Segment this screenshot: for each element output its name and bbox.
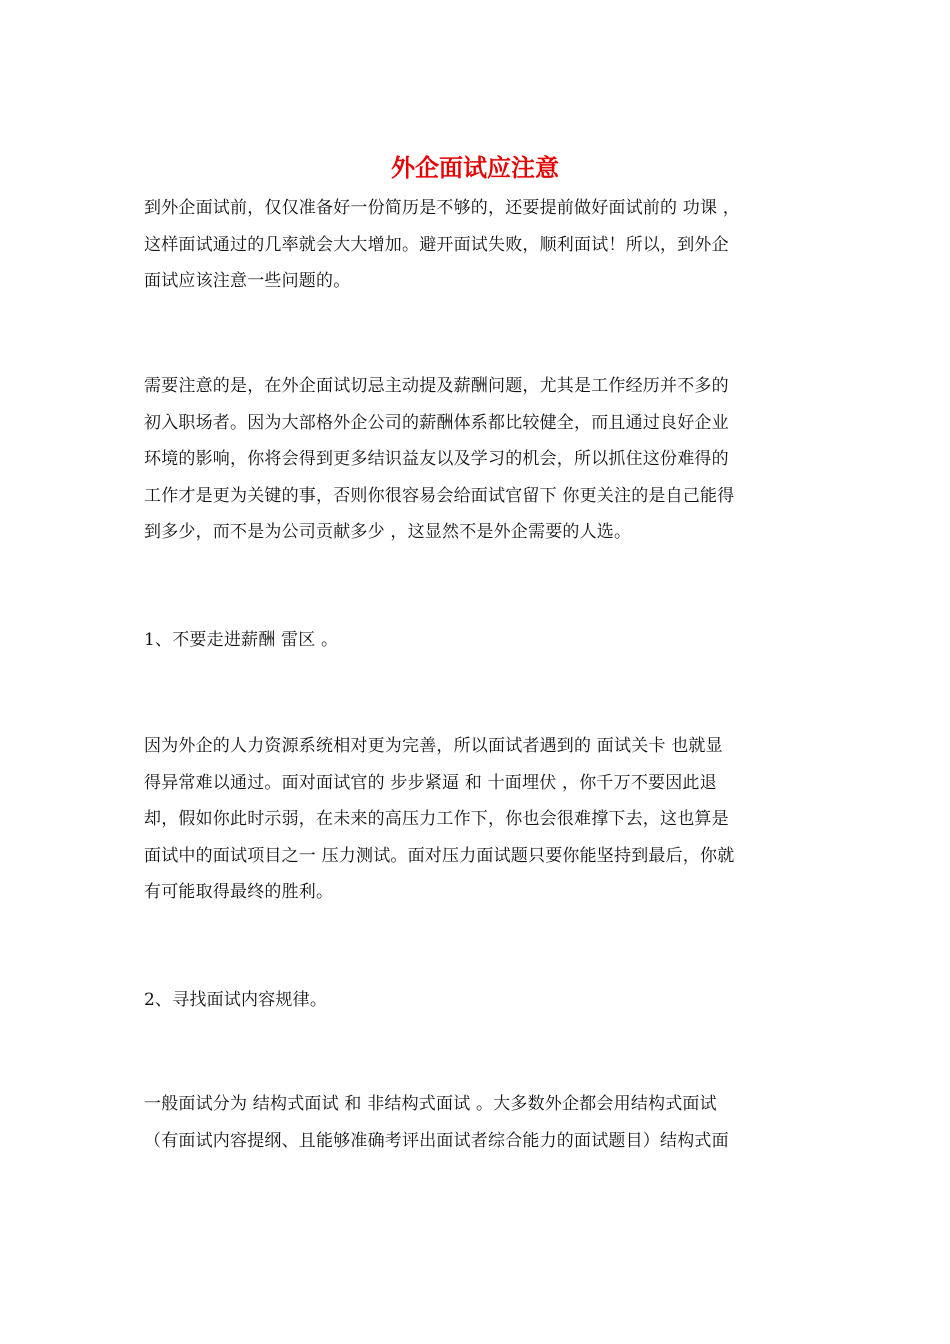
paragraph-salary-note — [144, 368, 809, 551]
text-line: 到外企面试前，仅仅准备好一份简历是不够的，还要提前做好面试前的 功课 ， — [144, 198, 741, 218]
text-line: 1、不要走进薪酬 雷区 。 — [144, 630, 339, 650]
text-line: 有可能取得最终的胜利。 — [144, 882, 334, 902]
text-line: （有面试内容提纲、且能够准确考评出面试者综合能力的面试题目）结构式面 — [144, 1130, 729, 1151]
text-line: 需要注意的是，在外企面试切忌主动提及薪酬问题，尤其是工作经历并不多的 — [144, 376, 729, 396]
text-line: 面试中的面试项目之一 压力测试。面对压力面试题只要你能坚持到最后，你就 — [144, 845, 735, 866]
paragraph-structured-interview — [144, 1086, 809, 1159]
text-line: 2、寻找面试内容规律。 — [144, 990, 328, 1010]
text-line: 工作才是更为关键的事，否则你很容易会给面试官留下 你更关注的是自己能得 — [144, 485, 735, 506]
text-line: 因为外企的人力资源系统相对更为完善，所以面试者遇到的 面试关卡 也就显 — [144, 736, 723, 756]
paragraph-intro — [144, 190, 809, 300]
text-line: 这样面试通过的几率就会大大增加。避开面试失败，顺利面试！所以，到外企 — [144, 234, 729, 255]
section-heading-2 — [144, 982, 809, 1019]
section-heading-1 — [144, 622, 809, 659]
text-line: 到多少，而不是为公司贡献多少 ，这显然不是外企需要的人选。 — [144, 522, 632, 542]
text-line: 初入职场者。因为大部格外企公司的薪酬体系都比较健全，而且通过良好企业 — [144, 412, 729, 433]
text-line: 却，假如你此时示弱，在未来的高压力工作下，你也会很难撑下去，这也算是 — [144, 809, 729, 829]
document-title: 外企面试应注意 — [391, 153, 559, 182]
text-line: 环境的影响，你将会得到更多结识益友以及学习的机会，所以抓住这份难得的 — [144, 449, 729, 469]
text-line: 面试应该注意一些问题的。 — [144, 271, 351, 291]
paragraph-pressure-test — [144, 728, 809, 911]
text-line: 一般面试分为 结构式面试 和 非结构式面试 。大多数外企都会用结构式面试 — [144, 1094, 717, 1114]
text-line: 得异常难以通过。面对面试官的 步步紧逼 和 十面埋伏 ，你千万不要因此退 — [144, 772, 717, 793]
